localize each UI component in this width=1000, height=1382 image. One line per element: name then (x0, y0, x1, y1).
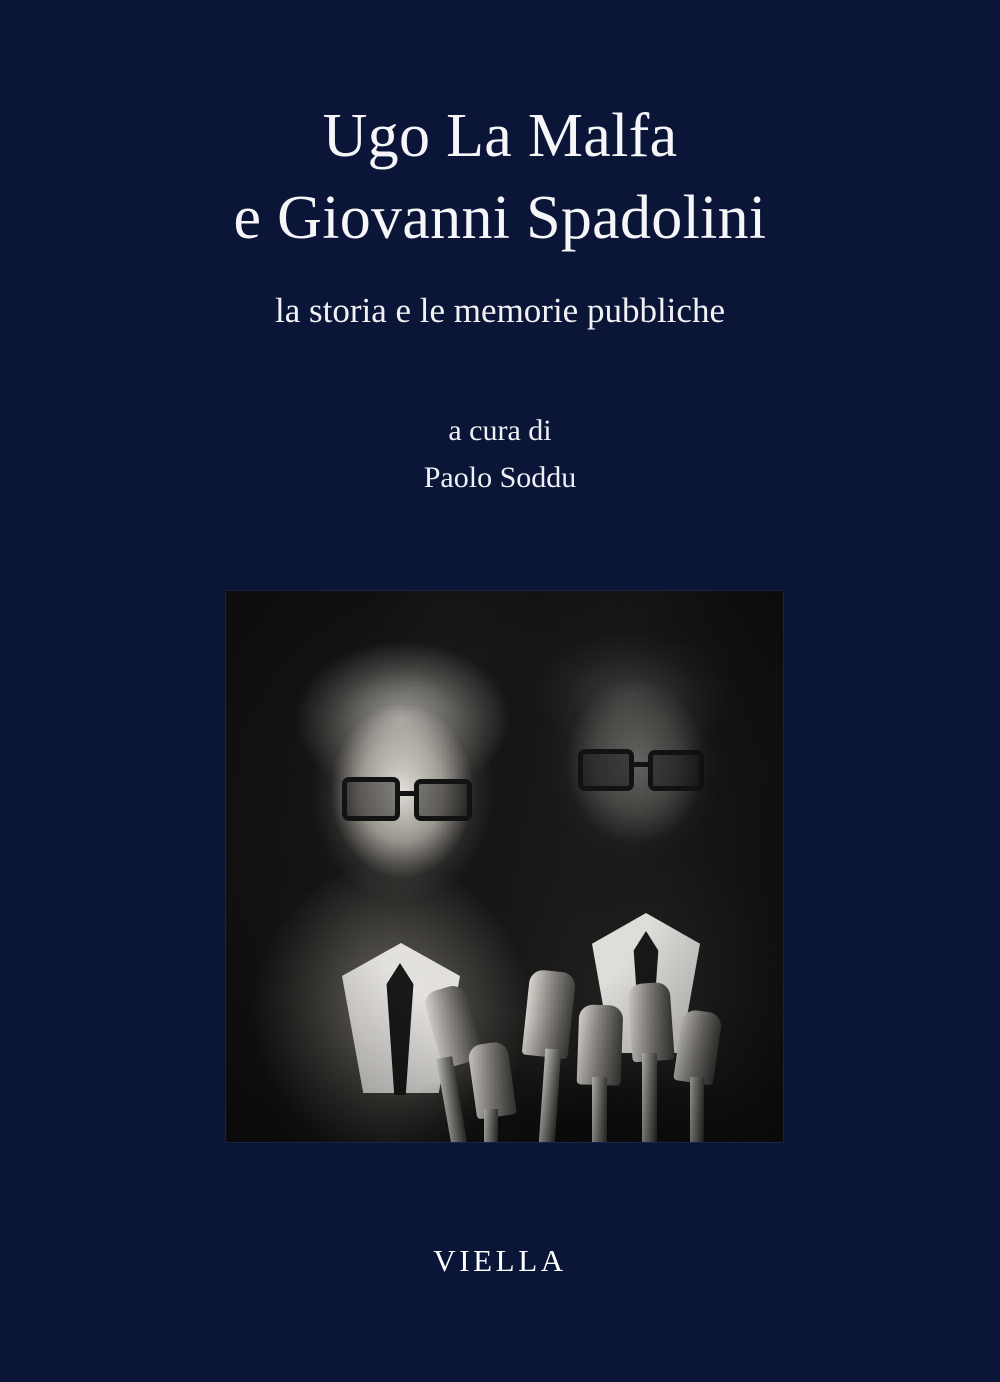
editor-prefix: a cura di (448, 414, 552, 447)
editor-name: Paolo Soddu (423, 460, 577, 494)
cover-photograph (226, 591, 783, 1142)
book-title-line-2: e Giovanni Spadolini (233, 183, 767, 252)
book-subtitle: la storia e le memorie pubbliche (275, 290, 725, 330)
publisher-logo: VIELLA (433, 1243, 567, 1278)
photo-vignette-overlay (226, 591, 783, 1142)
title-block (0, 96, 1000, 333)
book-title-line-1: Ugo La Malfa (322, 102, 678, 170)
editor-block (0, 408, 1000, 501)
